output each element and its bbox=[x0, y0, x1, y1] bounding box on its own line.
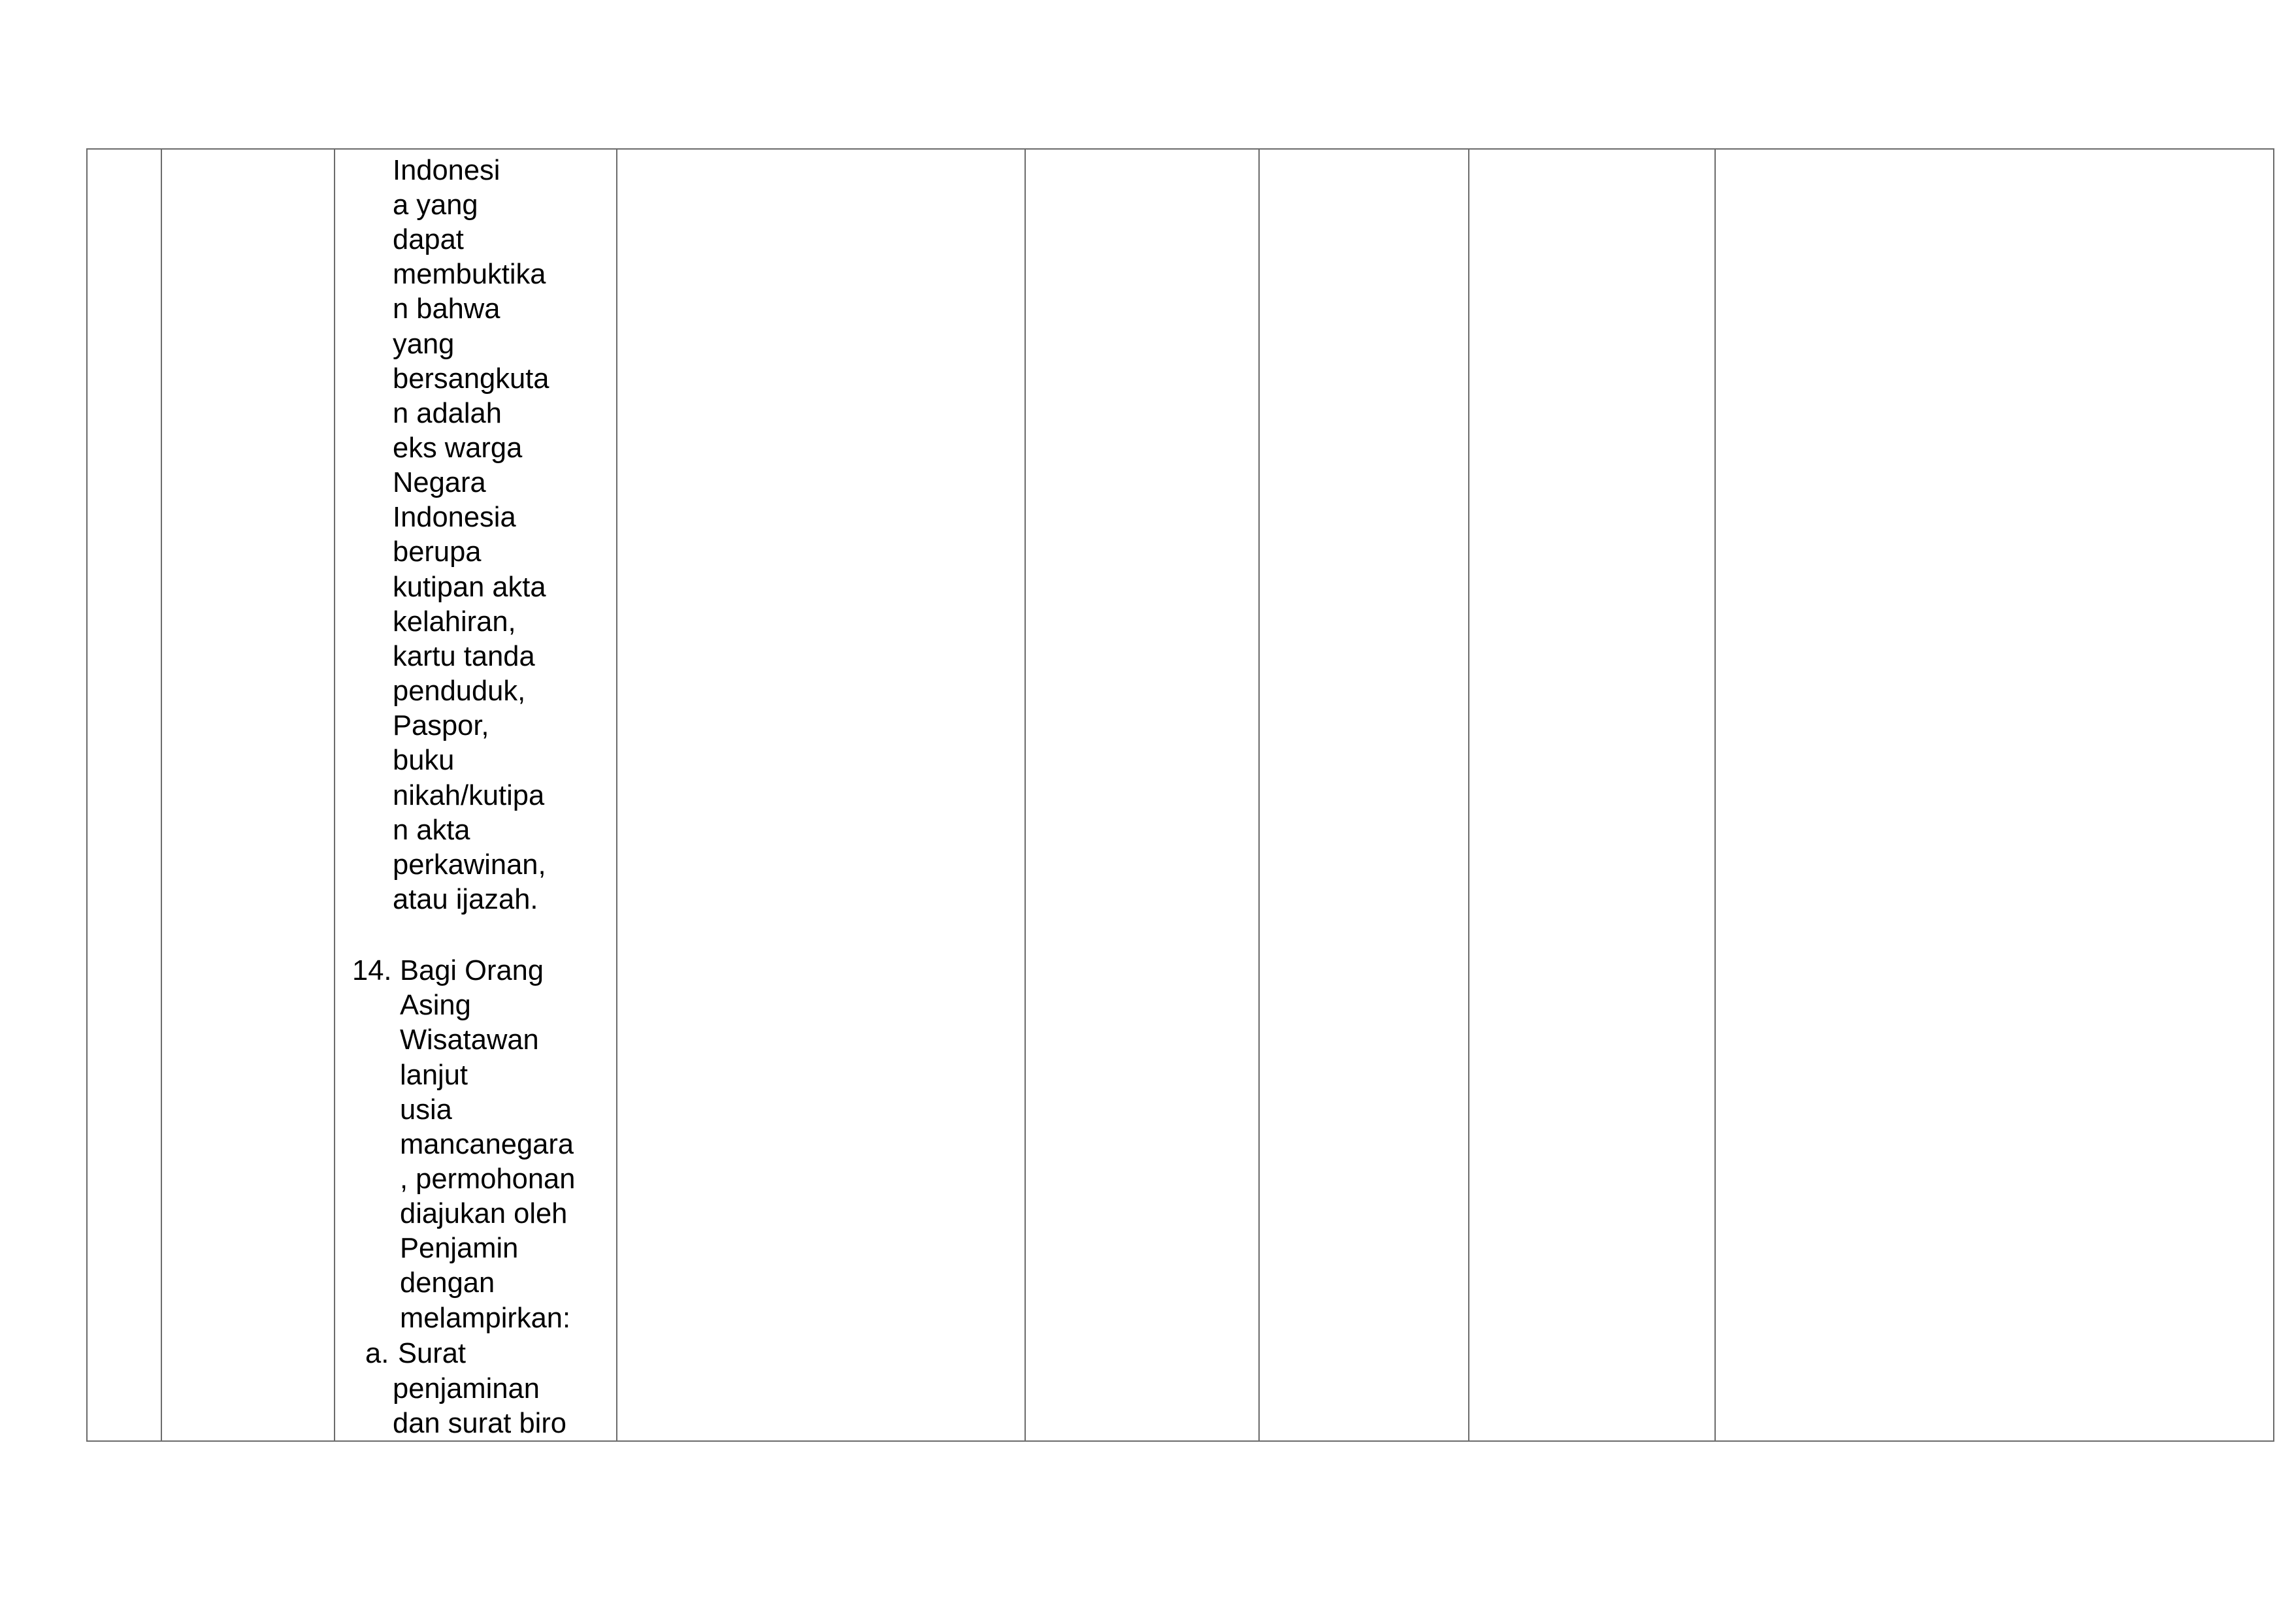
text-line: usia bbox=[400, 1094, 452, 1126]
text-line: diajukan oleh bbox=[400, 1198, 568, 1229]
text-line: n bahwa bbox=[393, 293, 500, 325]
text-line: Negara bbox=[393, 467, 486, 498]
text-line: , permohonan bbox=[400, 1163, 576, 1195]
text-line: penduduk, bbox=[393, 675, 526, 707]
text-line: eks warga bbox=[393, 432, 523, 464]
table-cell-requirements bbox=[335, 149, 617, 1441]
requirements-text bbox=[335, 150, 616, 1440]
table-row bbox=[87, 149, 2274, 1441]
text-line: kutipan akta bbox=[393, 572, 546, 603]
text-line: Penjamin bbox=[400, 1233, 519, 1264]
text-line: kartu tanda bbox=[393, 641, 535, 672]
text-line: dapat bbox=[393, 224, 464, 255]
text-line: n akta bbox=[393, 815, 470, 846]
text-line: Indonesi bbox=[393, 155, 500, 186]
text-line: dan surat biro bbox=[393, 1408, 566, 1439]
text-line: melampirkan: bbox=[400, 1303, 571, 1334]
text-line: penjaminan bbox=[393, 1373, 540, 1405]
text-line: buku bbox=[393, 745, 455, 776]
table-cell-col8 bbox=[1715, 149, 2274, 1441]
text-line: mancanegara bbox=[400, 1129, 574, 1160]
text-line: membuktika bbox=[393, 259, 546, 290]
table-cell-col2 bbox=[161, 149, 335, 1441]
list-number: 14. bbox=[352, 955, 392, 986]
text-line: kelahiran, bbox=[393, 606, 516, 638]
text-line: dengan bbox=[400, 1267, 495, 1299]
requirements-table bbox=[86, 148, 2274, 1442]
text-line: atau ijazah. bbox=[393, 884, 538, 915]
text-line: Asing bbox=[400, 990, 471, 1021]
text-line: n adalah bbox=[393, 398, 502, 429]
table-cell-col4 bbox=[617, 149, 1025, 1441]
text-line: bersangkuta bbox=[393, 363, 549, 395]
text-line: a yang bbox=[393, 189, 478, 221]
text-line: Indonesia bbox=[393, 502, 516, 533]
list-marker: a. bbox=[365, 1338, 389, 1369]
text-line: Paspor, bbox=[393, 710, 489, 741]
text-line: nikah/kutipa bbox=[393, 780, 545, 811]
text-line: berupa bbox=[393, 536, 482, 568]
table-cell-col6 bbox=[1259, 149, 1469, 1441]
table-cell-col5 bbox=[1025, 149, 1259, 1441]
table-cell-col7 bbox=[1469, 149, 1715, 1441]
text-line: perkawinan, bbox=[393, 849, 546, 881]
text-line: Bagi Orang bbox=[400, 955, 544, 986]
text-line: Wisatawan bbox=[400, 1024, 539, 1056]
text-line: yang bbox=[393, 329, 455, 360]
table-cell-number bbox=[87, 149, 161, 1441]
text-line: lanjut bbox=[400, 1060, 468, 1091]
text-line: Surat bbox=[398, 1338, 466, 1369]
